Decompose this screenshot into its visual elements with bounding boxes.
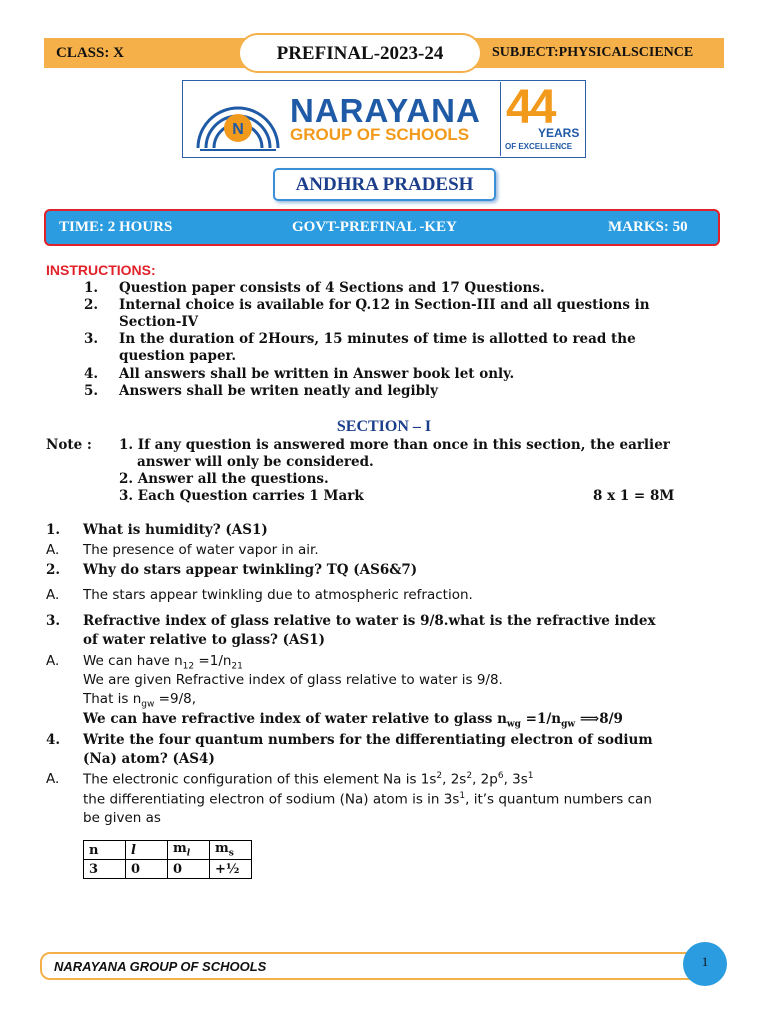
question-text: Write the four quantum numbers for the differentiating electron of sodium [83,732,653,748]
instruction-text: Section-IV [119,314,199,330]
question-text: (Na) atom? (AS4) [83,751,215,767]
instruction-number: 1. [84,280,99,296]
note-line: 3. Each Question carries 1 Mark [119,488,364,504]
page-number: 1 [683,942,727,986]
state-title: ANDHRA PRADESH [273,168,496,201]
question-number: 4. [46,732,61,748]
answer-label: A. [46,542,60,558]
instruction-text: Internal choice is available for Q.12 in Section-III and all questions in [119,297,650,313]
instruction-text: Question paper consists of 4 Sections and 17 Questions. [119,280,545,296]
time-label: TIME: 2 HOURS [59,219,173,235]
question-text: of water relative to glass? (AS1) [83,632,326,648]
svg-text:N: N [232,121,244,138]
answer-label: A. [46,587,60,603]
question-text: Refractive index of glass relative to water is 9/8.what is the refractive index [83,613,656,629]
info-bar [44,209,720,246]
table-cell: 0 [126,860,168,879]
table-cell: 0 [168,860,210,879]
brand-subtitle: GROUP OF SCHOOLS [290,125,470,144]
instruction-text: All answers shall be written in Answer book let only. [119,366,515,382]
instruction-number: 4. [84,366,99,382]
answer-text: That is $n_{gw} =9/8$, [83,691,196,710]
answer-text: We can have $n_{12} =1/n_{21}$ [83,653,243,672]
answer-text: be given as [83,810,161,826]
exam-title: PREFINAL-2023-24 [238,33,482,73]
footer-text: NARAYANA GROUP OF SCHOOLS [54,959,267,974]
table-header-cell: l [126,841,168,860]
marks-label: MARKS: 50 [608,219,688,235]
class-label: CLASS: X [56,45,124,61]
years-tagline: OF EXCELLENCE [505,142,573,151]
question-number: 2. [46,562,61,578]
subject-label: SUBJECT:PHYSICALSCIENCE [492,45,694,60]
years-word: YEARS [538,126,580,140]
note-line: 2. Answer all the questions. [119,471,329,487]
table-header-cell: n [84,841,126,860]
key-title: GOVT-PREFINAL -KEY [292,219,457,235]
answer-conclusion: We can have refractive index of water relative to glass $n_{wg} =1/n_{gw}$ ⟹8/9 [83,711,623,730]
section-title: SECTION – I [336,418,432,435]
question-number: 3. [46,613,61,629]
answer-label: A. [46,771,60,787]
note-line: 1. If any question is answered more than once in this section, the earlier [119,437,670,453]
instructions-list [84,280,724,420]
question-text: Why do stars appear twinkling? TQ (AS6&7) [83,562,418,578]
note-line: answer will only be considered. [137,454,374,470]
answer-text: The electronic configuration of this element Na is $1s^2$, $2s^2$, $2p^6$, $3s^1$ [83,771,534,788]
answer-text: The stars appear twinkling due to atmospheric refraction. [83,587,473,603]
quantum-numbers-table [83,840,252,879]
answer-label: A. [46,653,60,669]
instruction-text: In the duration of 2Hours, 15 minutes of time is allotted to read the [119,331,636,347]
table-header-row [84,841,252,860]
years-number: 44 [506,81,554,134]
instruction-text: Answers shall be writen neatly and legibly [119,383,439,399]
answer-text: the differentiating electron of sodium (Na) atom is in $3s^1$, it’s quantum numbers can [83,791,652,808]
answer-text: We are given Refractive index of glass relative to water is 9/8. [83,672,503,688]
table-row [84,860,252,879]
instruction-number: 3. [84,331,99,347]
sunrise-emblem-icon [190,84,286,154]
instruction-text: question paper. [119,348,237,364]
table-cell: 3 [84,860,126,879]
answer-text: The presence of water vapor in air. [83,542,319,558]
brand-name: NARAYANA [290,92,481,129]
instruction-number: 2. [84,297,99,313]
instructions-title: INSTRUCTIONS: [46,262,156,278]
table-header-cell: $m_l$ [168,841,210,860]
note-label: Note : [46,437,92,453]
question-text: What is humidity? (AS1) [83,522,268,538]
marks-summary: 8 x 1 = 8M [593,488,675,504]
table-header-cell: $m_s$ [210,841,252,860]
instruction-number: 5. [84,383,99,399]
question-number: 1. [46,522,61,538]
table-cell: +½ [210,860,252,879]
